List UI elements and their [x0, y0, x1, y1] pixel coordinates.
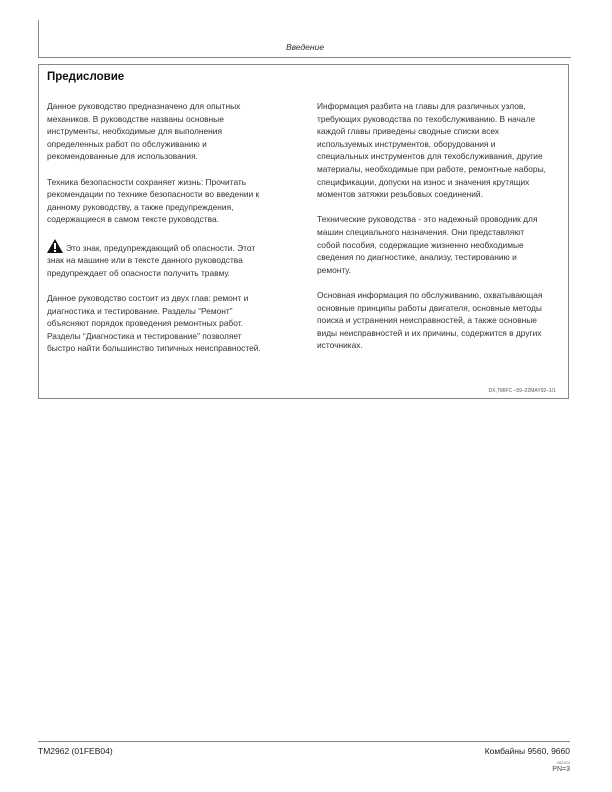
right-column [317, 100, 547, 364]
warning-triangle-icon [47, 239, 63, 253]
paragraph: Основная информация по обслуживанию, охватывающая основные принципы работы двигателя, основные методы поиска и устранения неисправностей, а также основные виды неисправностей и их причины, содержится в других источниках. [317, 289, 543, 351]
foreword-section [38, 64, 569, 399]
left-column [47, 100, 272, 367]
paragraph: Данное руководство состоит из двух глав: ремонт и диагностика и тестирование. Разделы “Ремонт” объясняют порядок проведения ремонтных работ. Разделы “Диагностика и тестирование” позволяет быстро найти большинство типичных неисправностей. [47, 292, 261, 354]
paragraph: Информация разбита на главы для различных узлов, требующих руководства по техобслуживанию. В начале каждой главы приведены сводные списки всех используемых инструментов, оборудования и специальных инструментов для техобслуживания, другие материалы, необходимые при работе, ремонтные наборы, спецификации, допуски на износ и значения крутящих моментов затяжки резьбовых соединений. [317, 101, 546, 200]
warning-text: Это знак, предупреждающий об опасности. Этот знак на машине или в тексте данного руководства предупреждает об опасности получить травму. [47, 242, 256, 278]
reference-code: DX,TMIFC –59–22MAY92–1/1 [488, 388, 556, 394]
paragraph: Техника безопасности сохраняет жизнь: Прочитать рекомендации по технике безопасности во введении к данному руководству, а также предупреждения, содержащиеся в самом тексте руководства. [47, 176, 260, 225]
section-heading: Предисловие [47, 71, 125, 83]
page-header [38, 20, 571, 58]
paragraph: Технические руководства - это надежный проводник для машин специального назначения. Они представляют собой пособия, содержащие жизненно необходимые сведения по диагностике, анализу, тестированию и ремонту. [317, 214, 538, 275]
page-number: PN=3 [552, 766, 570, 773]
paragraph: Данное руководство предназначено для опытных механиков. В руководстве названы основные инструменты, необходимые для выполнения определенных работ по обслуживанию и рекомендованные для использования. [47, 101, 241, 162]
section-title: Введение [285, 42, 325, 52]
product-name: Комбайны 9560, 9660 [484, 746, 570, 756]
warning-paragraph [47, 239, 272, 280]
footer-divider [38, 741, 570, 742]
print-date: 062204 [556, 760, 570, 765]
document-id: TM2962 (01FEB04) [38, 746, 113, 756]
